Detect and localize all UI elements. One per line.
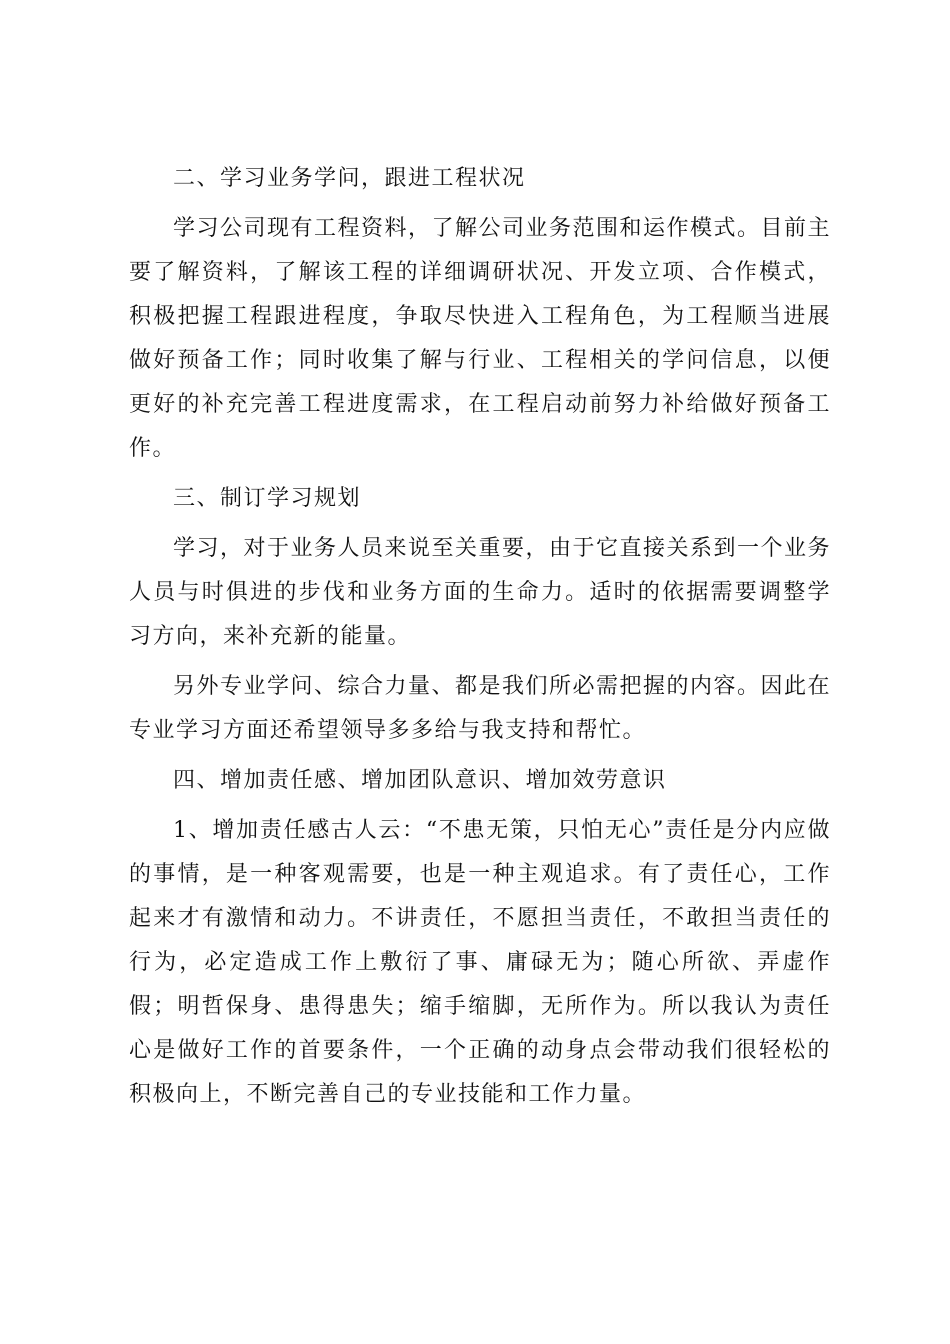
paragraph-responsibility: 1、增加责任感古人云：“不患无策，只怕无心”责任是分内应做的事情，是一种客观需要，也是一种主观追求。有了责任心，工作起来才有激情和动力。不讲责任，不愿担当责任，不敢担当责任的行为，必定造成工作上敷衍了事、庸碌无为；随心所欲、弄虚作假；明哲保身、患得患失；缩手缩脚，无所作为。所以我认为责任心是做好工作的首要条件，一个正确的动身点会带动我们很轻松的积极向上，不断完善自己的专业技能和工作力量。 [129, 818, 831, 1107]
paragraph-learning-importance: 学习，对于业务人员来说至关重要，由于它直接关系到一个业务人员与时俱进的步伐和业务方面的生命力。适时的依据需要调整学习方向，来补充新的能量。 [129, 536, 832, 649]
section-heading-2: 二、学习业务学问，跟进工程状况 [173, 166, 526, 191]
document-body [129, 157, 831, 1123]
section-heading-4: 四、增加责任感、增加团队意识、增加效劳意识 [173, 768, 667, 793]
paragraph-professional-knowledge: 另外专业学问、综合力量、都是我们所必需把握的内容。因此在专业学习方面还希望领导多多给与我支持和帮忙。 [129, 674, 832, 743]
paragraph-project-study: 学习公司现有工程资料，了解公司业务范围和运作模式。目前主要了解资料，了解该工程的详细调研状况、开发立项、合作模式，积极把握工程跟进程度，争取尽快进入工程角色，为工程顺当进展做好预备工作；同时收集了解与行业、工程相关的学问信息，以便更好的补充完善工程进度需求，在工程启动前努力补给做好预备工作。 [129, 216, 832, 461]
section-heading-3: 三、制订学习规划 [173, 486, 362, 511]
